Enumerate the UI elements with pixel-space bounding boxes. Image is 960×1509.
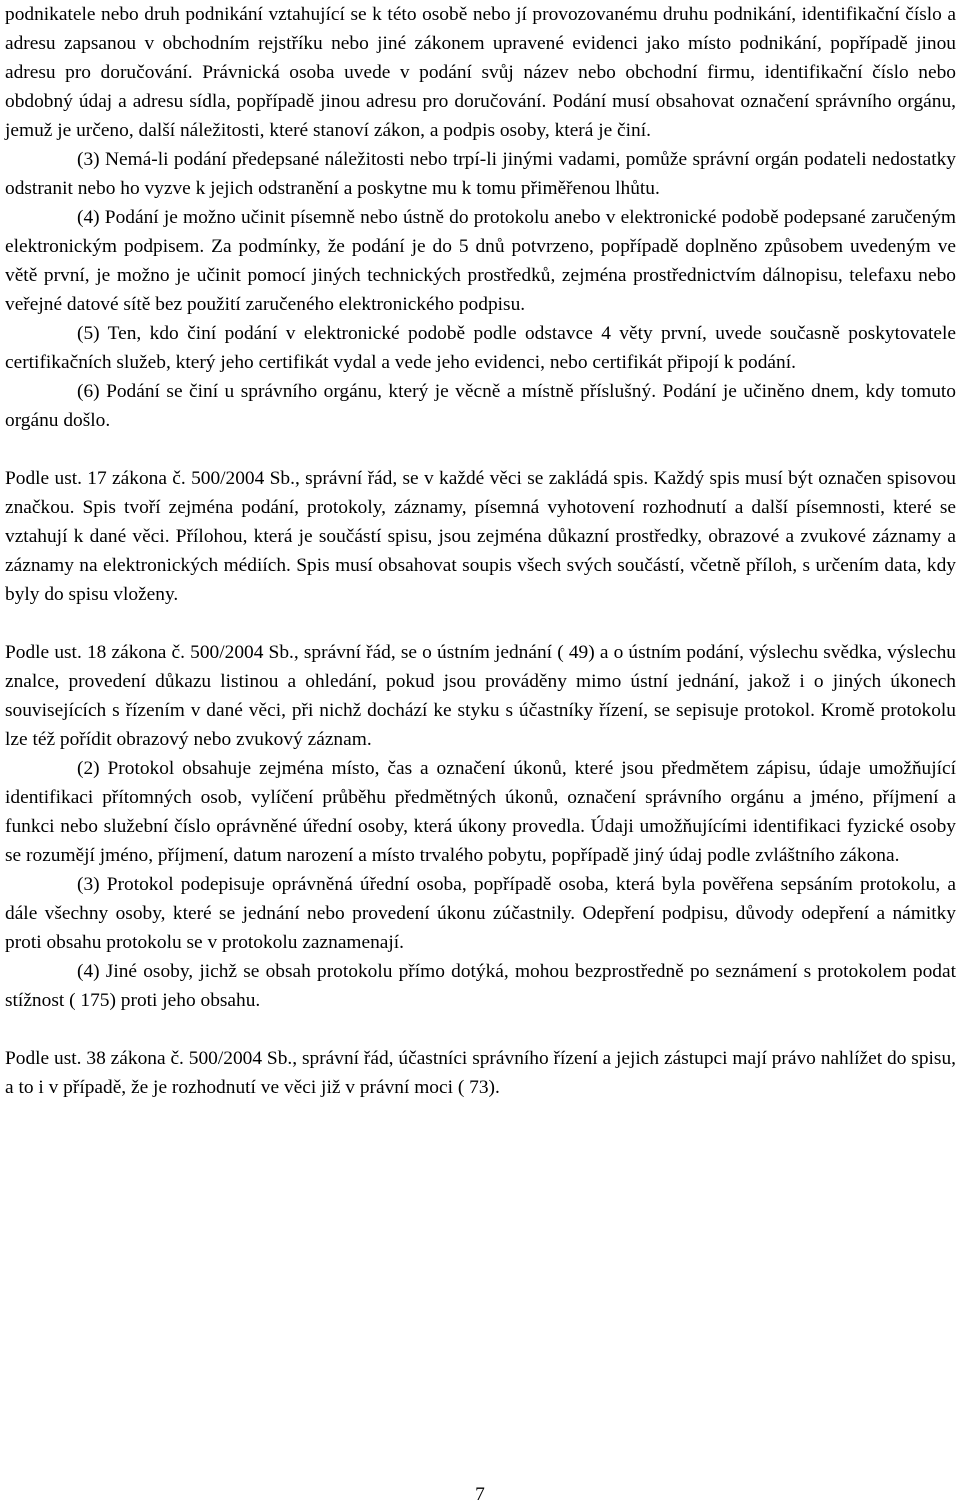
- paragraph-3: (4) Podání je možno učinit písemně nebo ústně do protokolu anebo v elektronické podobě podepsané zaručeným elektronickým podpisem. Za podmínky, že podání je do 5 dnů potvrzeno, popřípadě doplněno způsobem uvedeným ve větě první, je možno je učinit pomocí jiných technických prostředků, zejména prostřednictvím dálnopisu, telefaxu nebo veřejné datové sítě bez použití zaručeného elektronického podpisu.: [5, 207, 956, 315]
- paragraph-8: (2) Protokol obsahuje zejména místo, čas a označení úkonů, které jsou předmětem zápisu, údaje umožňující identifikaci přítomných osob, vylíčení průběhu předmětných úkonů, označení správního orgánu a jméno, příjmení a funkci nebo služební číslo oprávněné úřední osoby, která úkony provedla. Údaji umožňujícími identifikaci fyzické osoby se rozumějí jméno, příjmení, datum narození a místo trvalého pobytu, popřípadě jiný údaj podle zvláštního zákona.: [5, 758, 956, 866]
- paragraph-spacer: [5, 435, 956, 464]
- page-number: 7: [475, 1484, 485, 1505]
- paragraph-spacer: [5, 1015, 956, 1044]
- paragraph-9: (3) Protokol podepisuje oprávněná úřední osoba, popřípadě osoba, která byla pověřena sepsáním protokolu, a dále všechny osoby, které se jednání nebo provedení úkonu zúčastnily. Odepření podpisu, důvody odepření a námitky proti obsahu protokolu se v protokolu zaznamenají.: [5, 874, 956, 953]
- paragraph-1: podnikatele nebo druh podnikání vztahující se k této osobě nebo jí provozovanému druhu podnikání, identifikační číslo a adresu zapsanou v obchodním rejstříku nebo jiné zákonem upravené evidenci jako místo podnikání, popřípadě jinou adresu pro doručování. Právnická osoba uvede v podání svůj název nebo obchodní firmu, identifikační číslo nebo obdobný údaj a adresu sídla, popřípadě jinou adresu pro doručování. Podání musí obsahovat označení správního orgánu, jemuž je určeno, další náležitosti, které stanoví zákon, a podpis osoby, která je činí.: [5, 4, 956, 141]
- paragraph-5: (6) Podání se činí u správního orgánu, který je věcně a místně příslušný. Podání je učiněno dnem, kdy tomuto orgánu došlo.: [5, 381, 956, 431]
- paragraph-11: Podle ust. 38 zákona č. 500/2004 Sb., správní řád, účastníci správního řízení a jejich zástupci mají právo nahlížet do spisu, a to i v případě, že je rozhodnutí ve věci již v právní moci ( 73).: [5, 1048, 956, 1098]
- paragraph-spacer: [5, 609, 956, 638]
- paragraph-4: (5) Ten, kdo činí podání v elektronické podobě podle odstavce 4 věty první, uvede současně poskytovatele certifikačních služeb, který jeho certifikát vydal a vede jeho evidenci, nebo certifikát připojí k podání.: [5, 323, 956, 373]
- paragraph-10: (4) Jiné osoby, jichž se obsah protokolu přímo dotýká, mohou bezprostředně po seznámení s protokolem podat stížnost ( 175) proti jeho obsahu.: [5, 961, 956, 1011]
- document-page: [5, 0, 956, 1102]
- paragraph-6: Podle ust. 17 zákona č. 500/2004 Sb., správní řád, se v každé věci se zakládá spis. Každý spis musí být označen spisovou značkou. Spis tvoří zejména podání, protokoly, záznamy, písemná vyhotovení rozhodnutí a další písemnosti, které se vztahují k dané věci. Přílohou, která je součástí spisu, jsou zejména důkazní prostředky, obrazové a zvukové záznamy a záznamy na elektronických médiích. Spis musí obsahovat soupis všech svých součástí, včetně příloh, s určením data, kdy byly do spisu vloženy.: [5, 468, 956, 605]
- paragraph-2: (3) Nemá-li podání předepsané náležitosti nebo trpí-li jinými vadami, pomůže správní orgán podateli nedostatky odstranit nebo ho vyzve k jejich odstranění a poskytne mu k tomu přiměřenou lhůtu.: [5, 149, 956, 199]
- paragraph-7: Podle ust. 18 zákona č. 500/2004 Sb., správní řád, se o ústním jednání ( 49) a o ústním podání, výslechu svědka, výslechu znalce, provedení důkazu listinou a ohledání, pokud jsou prováděny mimo ústní jednání, jakož i o jiných úkonech souvisejících s řízením v dané věci, při nichž dochází ke styku s účastníky řízení, se sepisuje protokol. Kromě protokolu lze též pořídit obrazový nebo zvukový záznam.: [5, 642, 956, 750]
